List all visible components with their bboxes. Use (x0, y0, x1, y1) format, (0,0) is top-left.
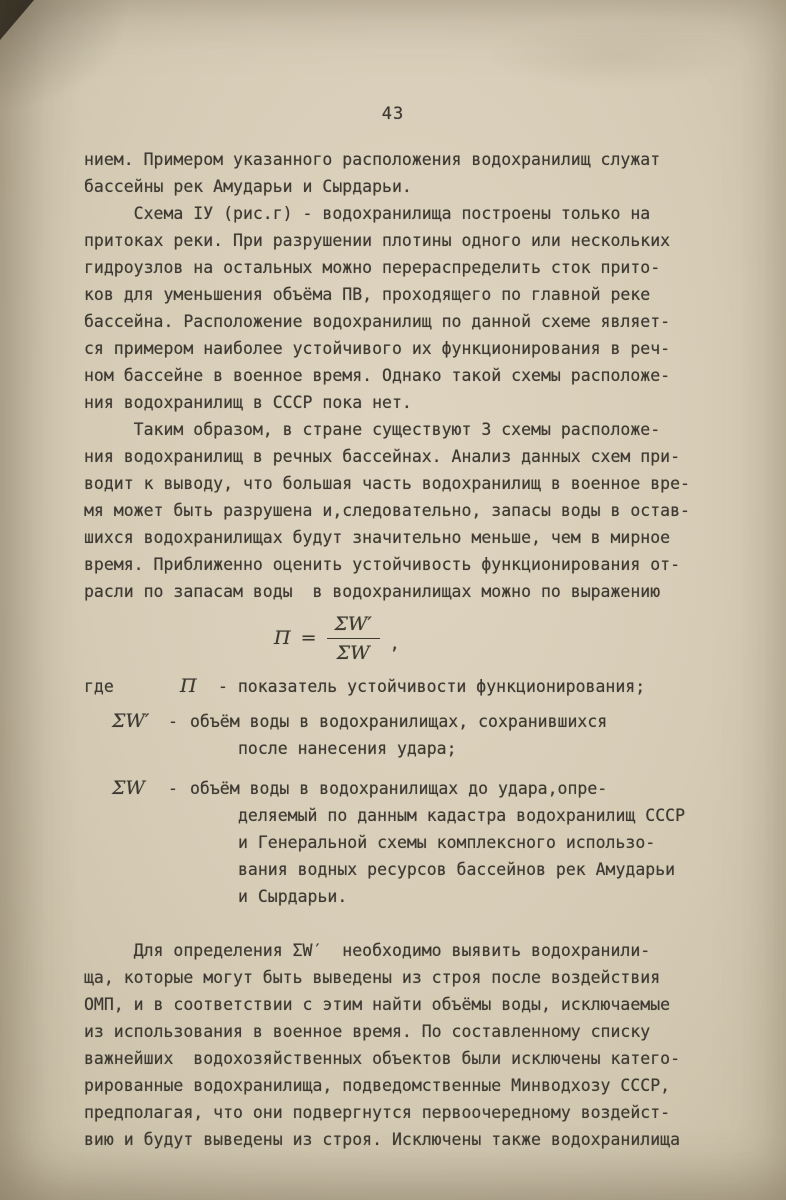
text-line: объём воды в водохранилищах до удара,опре- (190, 779, 608, 798)
text-block (84, 146, 724, 1153)
formula-fraction (327, 612, 380, 665)
text-line: вания водных ресурсов бассейнов рек Амударьи (238, 860, 676, 879)
paragraph-gap (84, 923, 724, 937)
definition-text (190, 708, 607, 762)
text-line: Таким образом, в стране существуют 3 схемы расположе- (84, 420, 661, 439)
formula-comma: , (389, 633, 400, 653)
text-line: ния водохранилищ в СССР пока нет. (84, 393, 412, 412)
text-line: гидроузлов на остальных можно перераспределить сток прито- (84, 258, 661, 277)
text-line: из использования в военное время. По составленному списку (84, 1022, 651, 1041)
text-line: Для определения ΣW′ необходимо выявить водохранили- (84, 941, 651, 960)
formula (274, 609, 724, 667)
text-line: бассейна. Расположение водохранилищ по данной схеме являет- (84, 312, 671, 331)
text-line: Схема IУ (рис.г) - водохранилища построены только на (84, 204, 651, 223)
where-symbol: П (180, 675, 197, 697)
page-number: 43 (381, 104, 405, 124)
text-line: шихся водохранилищах будут значительно меньше, чем в мирное (84, 528, 671, 547)
where-row (84, 673, 724, 700)
text-line: вию и будут выведены из строя. Исключены также водохранилища (84, 1130, 681, 1149)
text-line: ща, которые могут быть выведены из строя после воздействия (84, 968, 661, 987)
text-line: рированные водохранилища, подведомственные Минводхозу СССР, (84, 1076, 671, 1095)
text-line: деляемый по данным кадастра водохранилищ СССР (238, 806, 686, 825)
definition-separator: - (168, 712, 178, 731)
page-corner-artifact (0, 0, 34, 40)
text-line: после нанесения удара; (238, 739, 457, 758)
paper-stain (486, 20, 746, 90)
text-line: время. Приближенно оценить устойчивость функционирования от- (84, 555, 681, 574)
text-line: бассейны рек Амударьи и Сырдарьи. (84, 177, 412, 196)
formula-equals: = (300, 627, 317, 649)
text-line: ном бассейне в военное время. Однако такой схемы расположе- (84, 366, 671, 385)
definition-symbol: ΣW (112, 777, 145, 799)
definition-sigma-w-prime (112, 708, 724, 762)
text-line: объём воды в водохранилищах, сохранившихся (190, 712, 608, 731)
formula-numerator: ΣW′ (327, 612, 380, 639)
formula-denominator: ΣW (336, 641, 370, 664)
definition-text (190, 775, 685, 910)
text-line: притоках реки. При разрушении плотины одного или нескольких (84, 231, 671, 250)
where-label: где (84, 677, 114, 696)
text-line: водит к выводу, что большая часть водохранилищ в военное вре- (84, 474, 690, 493)
text-line: ков для уменьшения объёма ПВ, проходящего по главной реке (84, 285, 651, 304)
definition-symbol: ΣW′ (112, 710, 150, 732)
text-line: ОМП, и в соответствии с этим найти объёмы воды, исключаемые (84, 995, 671, 1014)
text-line: мя может быть разрушена и,следовательно, запасы воды в остав- (84, 501, 690, 520)
text-line: предполагая, что они подвергнутся первоочередному воздейст- (84, 1103, 671, 1122)
text-line: ния водохранилищ в речных бассейнах. Анализ данных схем при- (84, 447, 681, 466)
text-line: нием. Примером указанного расположения водохранилищ служат (84, 150, 661, 169)
text-line: ся примером наиболее устойчивого их функционирования в реч- (84, 339, 671, 358)
where-text: - показатель устойчивости функционирования; (218, 677, 646, 696)
text-line: и Сырдарьи. (238, 887, 348, 906)
formula-symbol: П (274, 627, 291, 649)
text-line: и Генеральной схемы комплексного использо- (238, 833, 656, 852)
text-line: важнейших водохозяйственных объектов были исключены катего- (84, 1049, 681, 1068)
text-line: расли по запасам воды в водохранилищах можно по выражению (84, 582, 661, 601)
definition-separator: - (168, 779, 178, 798)
definition-sigma-w (112, 775, 724, 910)
